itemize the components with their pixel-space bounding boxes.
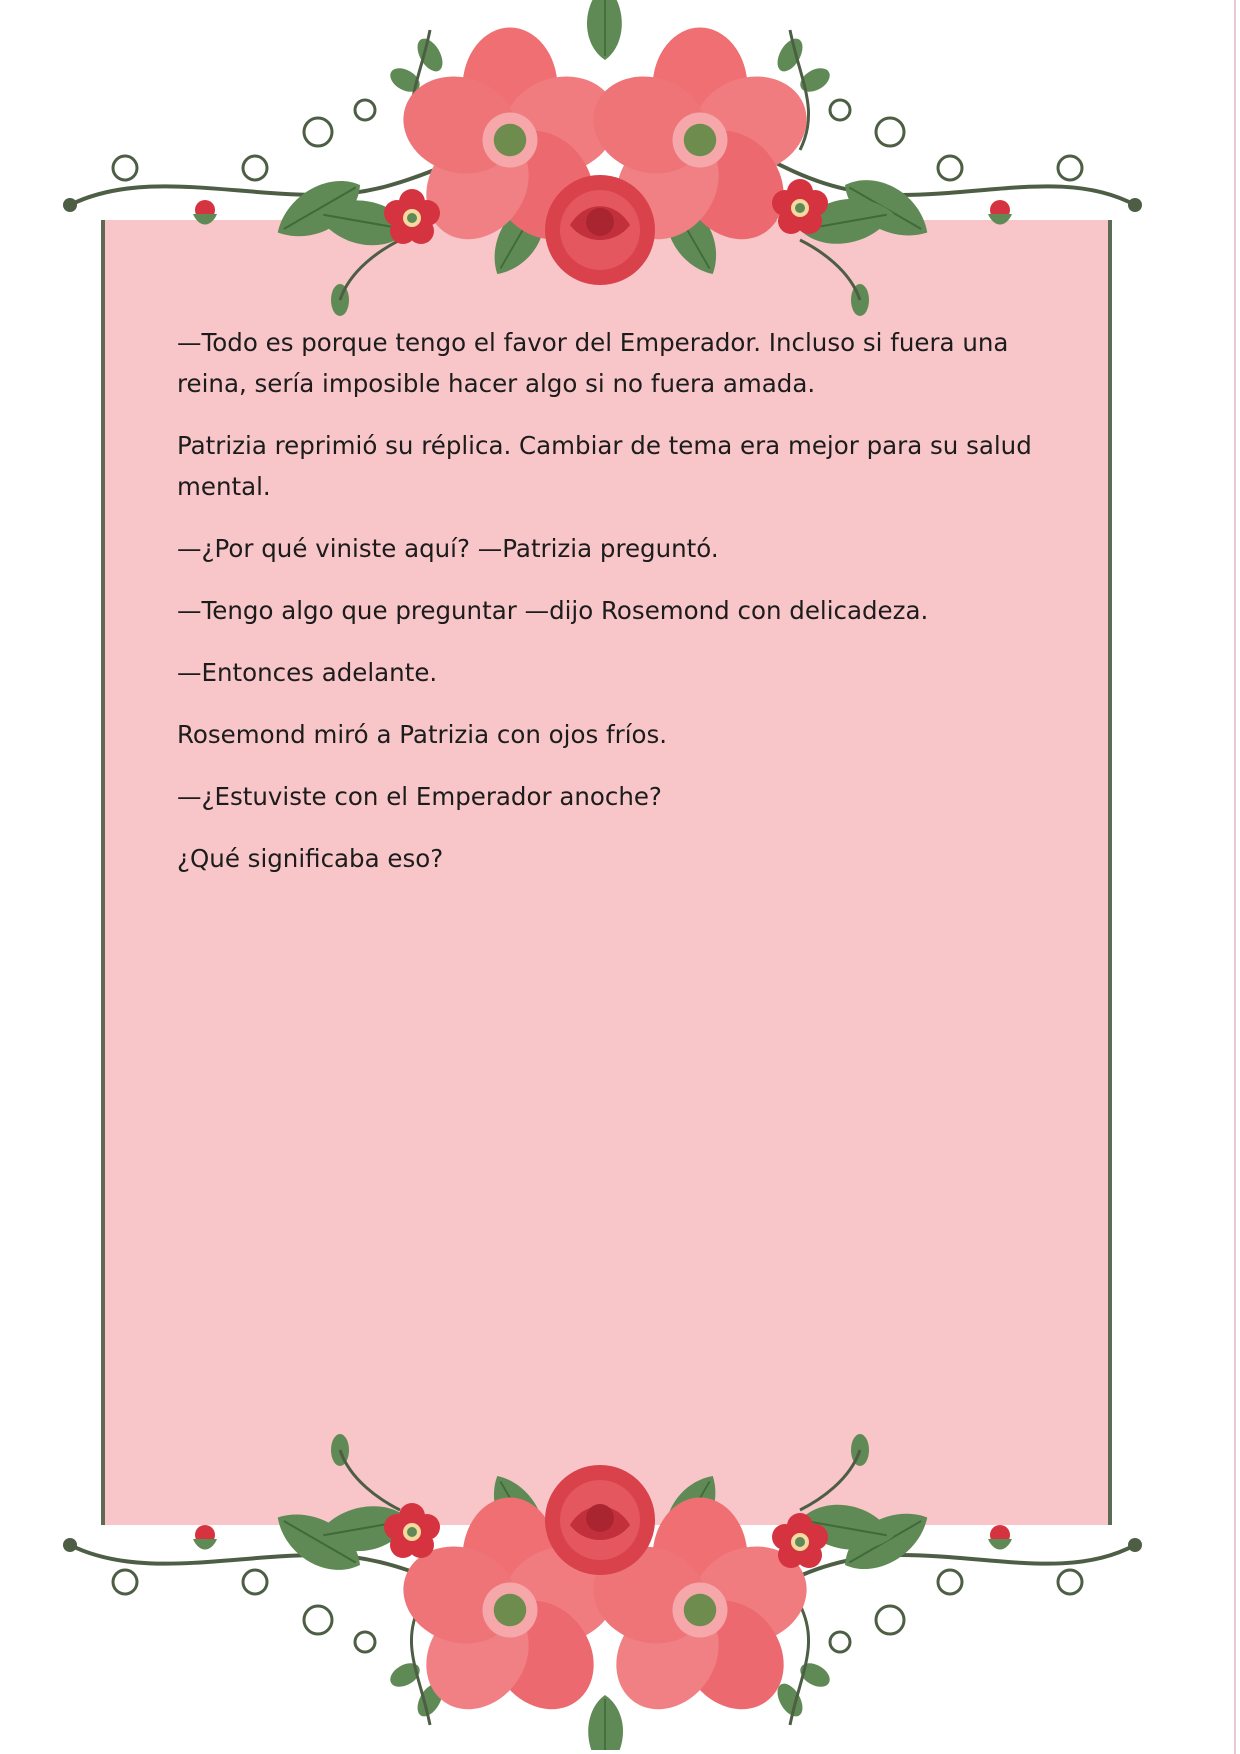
floral-ornament-icon <box>0 0 1240 330</box>
paragraph: ¿Qué significaba eso? <box>177 844 444 873</box>
paragraph: —¿Por qué viniste aquí? —Patrizia preguntó. <box>177 534 719 563</box>
paragraph: Patrizia reprimió su réplica. Cambiar de tema era mejor para su salud mental. <box>177 431 1032 501</box>
story-text <box>177 322 1057 900</box>
paragraph: Rosemond miró a Patrizia con ojos fríos. <box>177 720 668 749</box>
floral-top-ornament <box>0 0 1240 330</box>
floral-bottom-ornament <box>0 1420 1240 1750</box>
paragraph: —Entonces adelante. <box>177 658 438 687</box>
paragraph: —Todo es porque tengo el favor del Emperador. Incluso si fuera una reina, sería imposible hacer algo si no fuera amada. <box>177 328 1009 398</box>
floral-ornament-icon <box>0 1420 1240 1750</box>
paragraph: —¿Estuviste con el Emperador anoche? <box>177 782 662 811</box>
paragraph: —Tengo algo que preguntar —dijo Rosemond con delicadeza. <box>177 596 929 625</box>
